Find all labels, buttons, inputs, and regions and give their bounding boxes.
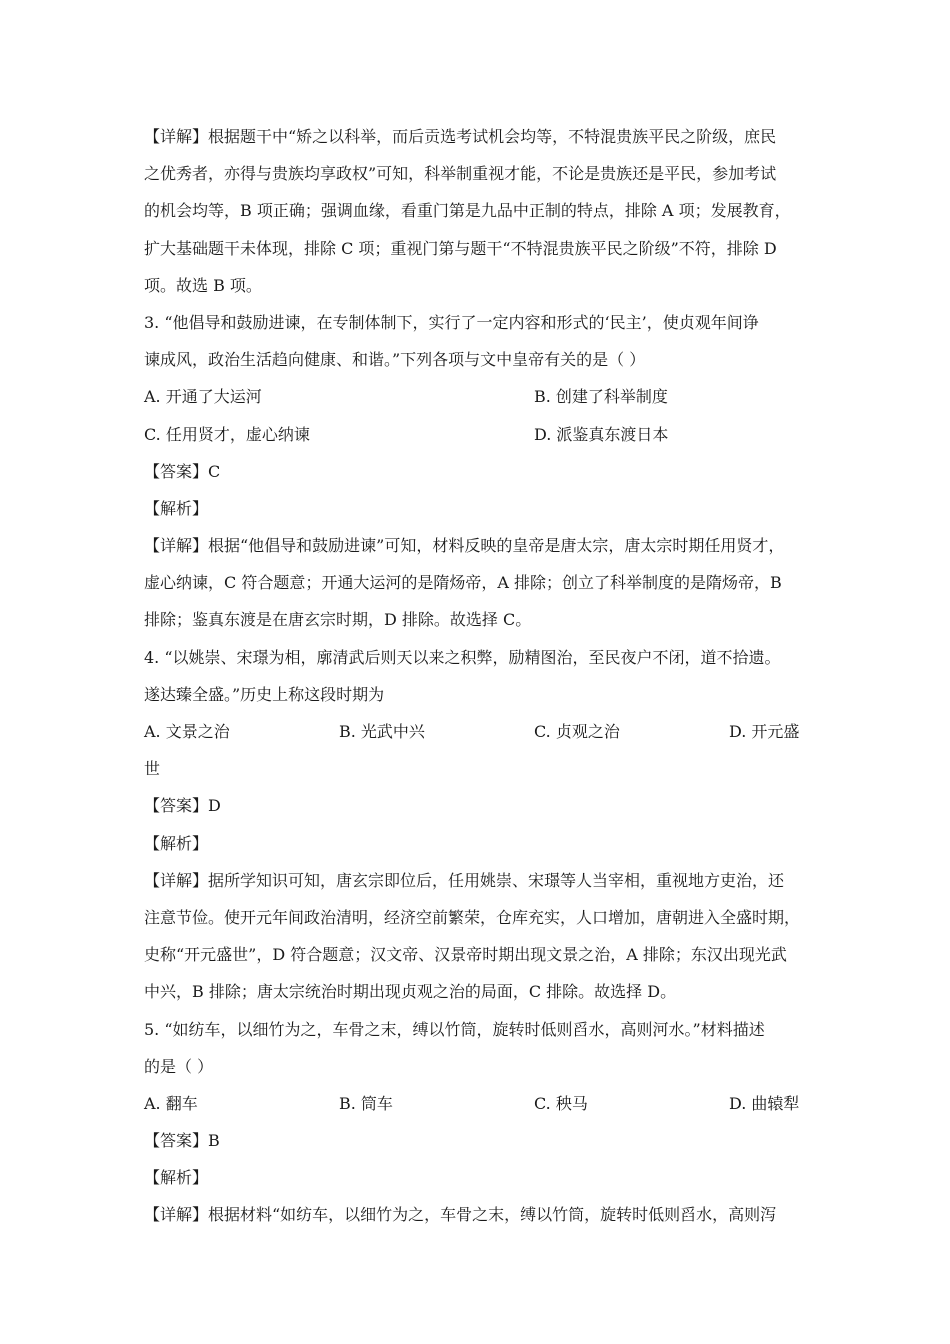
text-line: 【解析】 <box>144 1168 209 1188</box>
paragraph <box>144 862 809 1011</box>
answer-options-row <box>144 378 809 415</box>
paragraph <box>144 825 809 862</box>
answer-option: B. 创建了科举制度 <box>534 387 668 407</box>
document-body <box>144 118 809 1234</box>
answer-option: C. 任用贤才，虚心纳谏 <box>144 424 310 444</box>
text-line: 3. “他倡导和鼓励进谏，在专制体制下，实行了一定内容和形式的‘民主’，使贞观年间诤 <box>144 312 759 332</box>
answer-option: D. 派鉴真东渡日本 <box>534 424 669 444</box>
paragraph <box>144 1196 809 1233</box>
text-line: 【答案】D <box>144 796 221 816</box>
text-line: 【答案】C <box>144 461 221 481</box>
text-line: 中兴，B 排除；唐太宗统治时期出现贞观之治的局面，C 排除。故选择 D。 <box>144 982 677 1002</box>
text-line: 【解析】 <box>144 833 209 853</box>
paragraph <box>144 527 809 639</box>
text-line: 的机会均等，B 项正确；强调血缘，看重门第是九品中正制的特点，排除 A 项；发展教育， <box>144 201 791 221</box>
answer-option: A. 文景之治 <box>144 722 230 741</box>
text-line: 谏成风，政治生活趋向健康、和谐。”下列各项与文中皇帝有关的是（ ） <box>144 350 646 370</box>
text-line: 【解析】 <box>144 498 209 518</box>
text-line: 【详解】根据题干中“矫之以科举，而后贡选考试机会均等，不特混贵族平民之阶级，庶民 <box>144 127 777 146</box>
paragraph <box>144 750 809 787</box>
paragraph <box>144 453 809 490</box>
answer-options-row <box>144 713 809 750</box>
text-line: 遂达臻全盛。”历史上称这段时期为 <box>144 684 385 704</box>
paragraph <box>144 304 809 378</box>
text-line: 扩大基础题干未体现，排除 C 项；重视门第与题干“不特混贵族平民之阶级”不符，排除 D <box>144 238 777 258</box>
answer-option: A. 翻车 <box>144 1093 198 1113</box>
text-line: 5. “如纺车，以细竹为之，车骨之末，缚以竹筒，旋转时低则舀水，高则河水。”材料描述 <box>144 1019 765 1039</box>
text-line: 之优秀者，亦得与贵族均享政权”可知，科举制重视才能，不论是贵族还是平民，参加考试 <box>144 164 777 184</box>
text-line: 【详解】根据“他倡导和鼓励进谏”可知，材料反映的皇帝是唐太宗，唐太宗时期任用贤才， <box>144 536 785 556</box>
paragraph <box>144 787 809 824</box>
answer-option: B. 光武中兴 <box>339 722 425 741</box>
paragraph <box>144 1011 809 1085</box>
answer-option: A. 开通了大运河 <box>144 387 262 407</box>
text-line: 4. “以姚崇、宋璟为相，廓清武后则天以来之积弊，励精图治，至民夜户不闭，道不拾遗。 <box>144 647 781 667</box>
answer-options-row <box>144 416 809 453</box>
text-line: 的是（ ） <box>144 1056 214 1076</box>
paragraph <box>144 490 809 527</box>
text-line: 史称“开元盛世”，D 符合题意；汉文帝、汉景帝时期出现文景之治，A 排除；东汉出现光武 <box>144 945 787 965</box>
answer-option: C. 贞观之治 <box>534 722 620 741</box>
answer-option: D. 曲辕犁 <box>729 1093 800 1113</box>
text-line: 排除；鉴真东渡是在唐玄宗时期，D 排除。故选择 C。 <box>144 610 532 630</box>
answer-option: B. 筒车 <box>339 1093 393 1113</box>
paragraph <box>144 639 809 713</box>
text-line: 注意节俭。使开元年间政治清明，经济空前繁荣，仓库充实，人口增加，唐朝进入全盛时期， <box>144 907 801 927</box>
answer-options-row <box>144 1085 809 1122</box>
text-line: 项。故选 B 项。 <box>144 275 262 295</box>
paragraph <box>144 118 809 304</box>
text-line: 虚心纳谏，C 符合题意；开通大运河的是隋炀帝，A 排除；创立了科举制度的是隋炀帝，B <box>144 573 782 593</box>
text-line: 【详解】根据材料“如纺车，以细竹为之，车骨之末，缚以竹筒，旋转时低则舀水，高则泻 <box>144 1205 777 1225</box>
paragraph <box>144 1159 809 1196</box>
text-line: 【答案】B <box>144 1131 220 1151</box>
answer-option: C. 秧马 <box>534 1093 588 1113</box>
text-line: 【详解】据所学知识可知，唐玄宗即位后，任用姚崇、宋璟等人当宰相，重视地方吏治，还 <box>144 870 785 890</box>
paragraph <box>144 1122 809 1159</box>
text-line: 世 <box>144 759 161 779</box>
answer-option: D. 开元盛 <box>729 722 800 741</box>
